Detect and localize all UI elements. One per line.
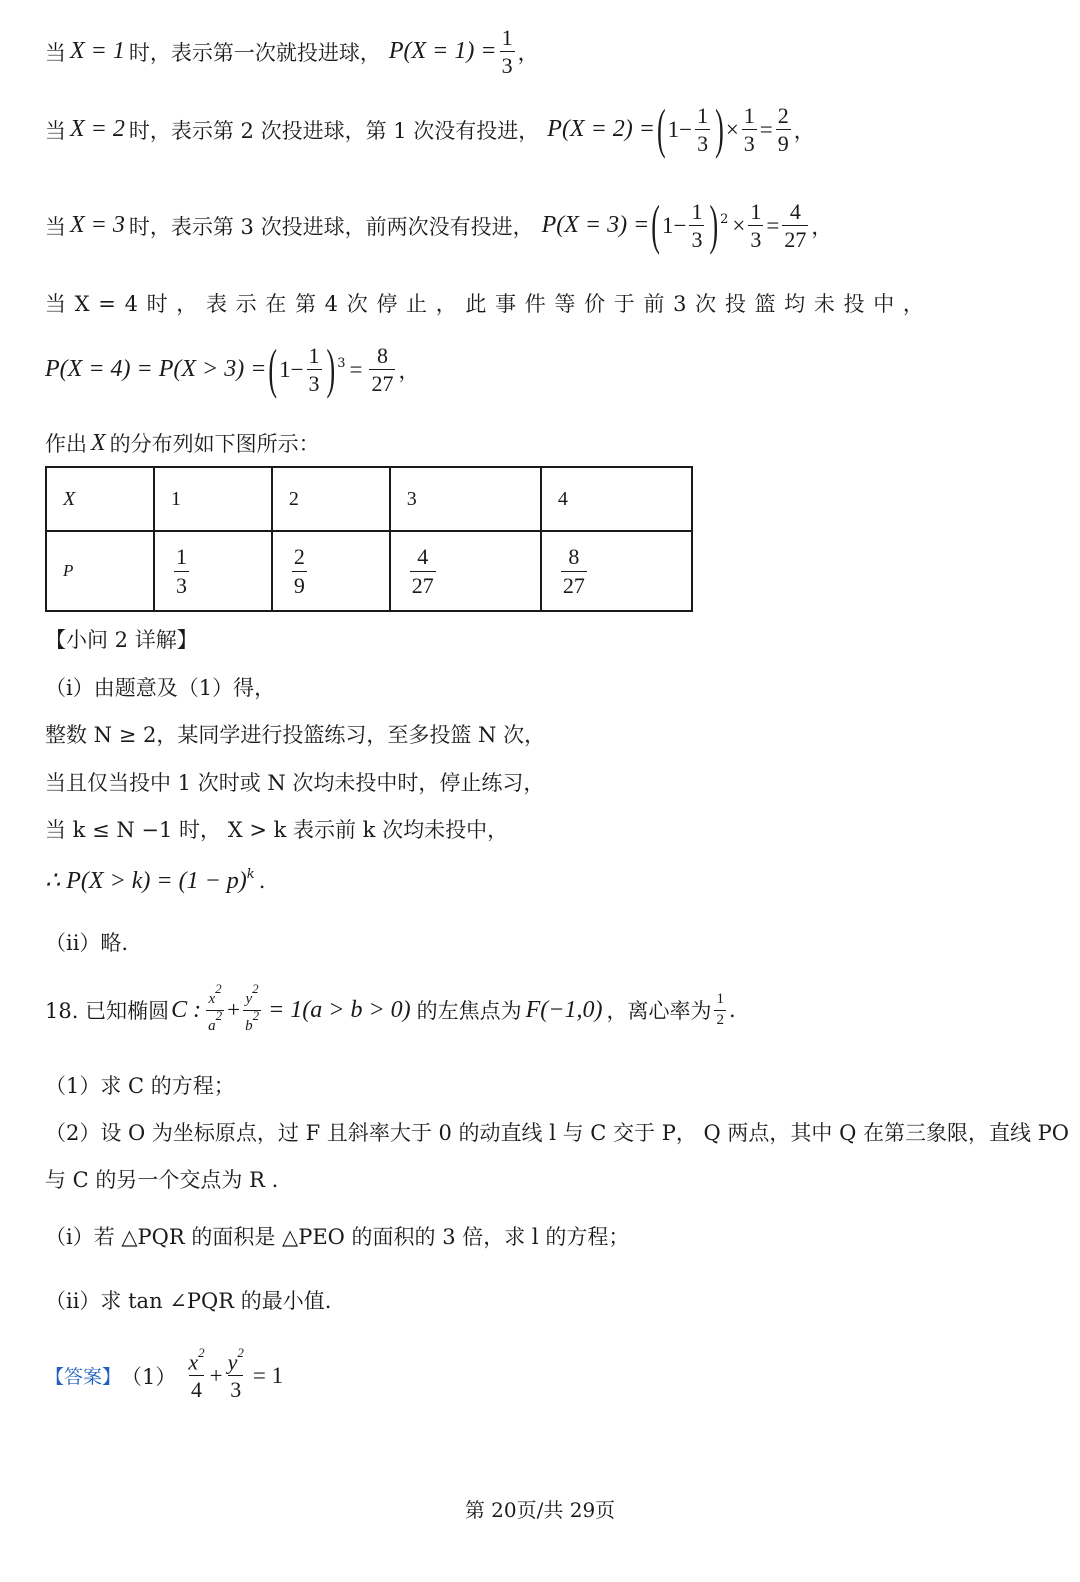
q18-line: （i）若 △PQR 的面积是 △PEO 的面积的 3 倍，求 l 的方程； bbox=[45, 1225, 630, 1249]
fraction: $\frac{2}{9}$ bbox=[293, 544, 305, 598]
fraction: $\frac{y^2}{b^2}$ bbox=[245, 981, 260, 1034]
prob-expr: P(X = 1) = bbox=[388, 38, 497, 65]
fraction: $\frac{1}{3}$ bbox=[743, 103, 755, 157]
answer-line: 【答案】 （1） $\frac{x^2}{4}$ + $\frac{y^2}{3}$ = 1 bbox=[45, 1345, 284, 1403]
part2-line: 整数 N ≥ 2，某同学进行投篮练习，至多投篮 N 次， bbox=[45, 723, 546, 747]
fraction: $\frac{1}{3}$ bbox=[501, 25, 513, 79]
fraction: $\frac{x^2}{a^2}$ bbox=[208, 981, 223, 1034]
part2-line: 当 k ≤ N −1 时， X > k 表示前 k 次均未投中， bbox=[45, 818, 509, 842]
table-row: X 1 2 3 4 bbox=[46, 467, 692, 531]
math-x-eq-1: X = 1 bbox=[70, 38, 125, 65]
q18-line: （ii）求 tan ∠PQR 的最小值. bbox=[45, 1289, 332, 1313]
fraction: $\frac{1}{3}$ bbox=[691, 199, 703, 253]
fraction: $\frac{4}{27}$ bbox=[411, 544, 434, 598]
fraction: $\frac{2}{9}$ bbox=[777, 103, 789, 157]
line-x3: 当 X = 3 时，表示第 3 次投进球，前两次没有投进， P(X = 3) = ( 1− $\frac{1}{3}$ ) $^2$ × $\frac{1}{3}$ = $\frac{4}{27}$ ， bbox=[45, 194, 833, 255]
distribution-table bbox=[45, 466, 693, 612]
page-footer: 第 20页/共 29页 bbox=[464, 1498, 616, 1522]
fraction: $\frac{4}{27}$ bbox=[784, 199, 807, 253]
part2-equation: ∴ P(X > k) = (1 − p) $^k$ . bbox=[45, 867, 266, 894]
fraction: $\frac{8}{27}$ bbox=[371, 343, 394, 397]
q18-line: （1）求 C 的方程； bbox=[45, 1074, 235, 1098]
line-x4-eq: P(X = 4) = P(X > 3) = ( 1− $\frac{1}{3}$ ) $^3$ = $\frac{8}{27}$ ， bbox=[45, 338, 420, 399]
fraction: $\frac{1}{2}$ bbox=[716, 991, 724, 1028]
q18-line: （2）设 O 为坐标原点，过 F 且斜率大于 0 的动直线 l 与 C 交于 P， Q 两点，其中 Q 在第三象限，直线 PO bbox=[45, 1121, 1070, 1145]
part2-line: （i）由题意及（1）得， bbox=[45, 676, 276, 700]
table-row: P $\frac{1}{3}$ $\frac{2}{9}$ $\frac{4}{27}$ $\frac{8}{27}$ bbox=[46, 531, 692, 611]
part2-ii: （ii）略. bbox=[45, 931, 129, 955]
fraction: $\frac{1}{3}$ bbox=[697, 103, 709, 157]
fraction: $\frac{1}{3}$ bbox=[750, 199, 762, 253]
fraction: $\frac{1}{3}$ bbox=[308, 343, 320, 397]
part2-line: 当且仅当投中 1 次时或 N 次均未投中时，停止练习， bbox=[45, 771, 545, 795]
line-x1: 当 X = 1 时，表示第一次就投进球， P(X = 1) = $\frac{1}{3}$ ， bbox=[45, 25, 539, 79]
line-dist-intro: 作出 X 的分布列如下图所示： bbox=[45, 429, 320, 456]
question-18: 18. 已知椭圆 C : $\frac{x^2}{a^2}$ + $\frac{y^2}{b^2}$ = 1(a > b > 0) 的左焦点为 F(−1,0) ，离心率为 $\frac{1}{2}$ . bbox=[45, 981, 736, 1034]
fraction: $\frac{x^2}{4}$ bbox=[188, 1345, 205, 1403]
subquestion-2-title: 【小问 2 详解】 bbox=[45, 628, 198, 652]
fraction: $\frac{y^2}{3}$ bbox=[227, 1345, 244, 1403]
q18-line: 与 C 的另一个交点为 R . bbox=[45, 1168, 279, 1192]
line-x2: 当 X = 2 时，表示第 2 次投进球，第 1 次没有投进， P(X = 2) = ( 1− $\frac{1}{3}$ ) × $\frac{1}{3}$ = $\frac{2}{9}$ ， bbox=[45, 98, 815, 159]
answer-tag: 【答案】 bbox=[45, 1366, 122, 1389]
line-x4: 当 X = 4 时 ， 表 示 在 第 4 次 停 止 ， 此 事 件 等 价 于 前 3 次 投 篮 均 未 投 中 ， bbox=[45, 292, 925, 316]
fraction: $\frac{1}{3}$ bbox=[176, 544, 187, 598]
fraction: $\frac{8}{27}$ bbox=[562, 544, 585, 598]
